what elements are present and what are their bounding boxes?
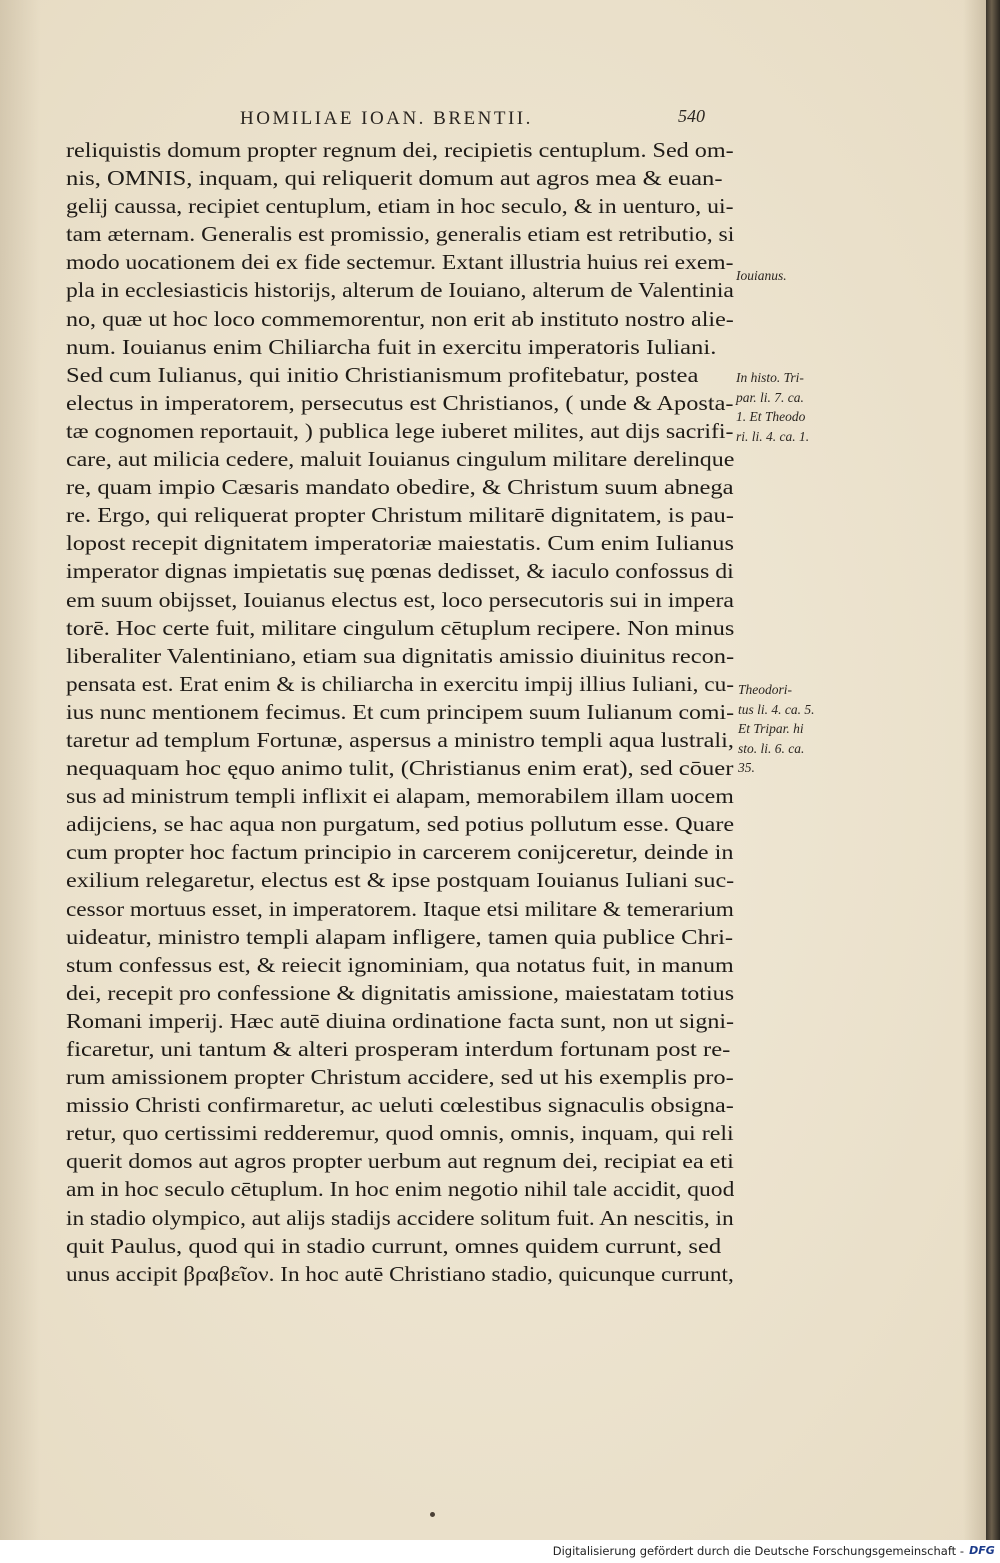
text-line: nequaquam hoc ęquo animo tulit, (Christianus enim erat), sed cōuer	[66, 756, 734, 781]
text-line: rum amissionem propter Christum accidere, sed ut his exemplis pro-	[66, 1065, 734, 1090]
text-line: care, aut milicia cedere, maluit Iouianus cingulum militare derelinque	[66, 447, 734, 472]
marginal-note-1	[736, 266, 787, 286]
text-line: adijciens, se hac aqua non purgatum, sed potius pollutum esse. Quare	[66, 812, 734, 837]
text-line: liberaliter Valentiniano, etiam sua dignitatis amissio diuinitus recon-	[66, 643, 734, 668]
text-line: sus ad ministrum templi inflixit ei alapam, memorabilem illam uocem	[66, 784, 734, 809]
running-head: HOMILIAE IOAN. BRENTII.	[240, 108, 533, 129]
text-line: no, quæ ut hoc loco commemorentur, non erit ab instituto nostro alie-	[66, 306, 734, 331]
text-line: stum confessus est, & reiecit ignominiam, qua notatus fuit, in manum	[66, 952, 734, 977]
marginal-note-line: sto. li. 6. ca.	[738, 740, 805, 756]
funding-notice: Digitalisierung gefördert durch die Deutsche Forschungsgemeinschaft -	[552, 1544, 964, 1558]
text-line: electus in imperatorem, persecutus est Christianos, ( unde & Aposta-	[66, 390, 734, 415]
text-line: retur, quo certissimi redderemur, quod omnis, omnis, inquam, qui reli	[66, 1121, 734, 1146]
marginal-note-line: tus li. 4. ca. 5.	[738, 701, 815, 717]
folio-number: 540	[678, 106, 705, 126]
text-line: gelij caussa, recipiet centuplum, etiam in hoc seculo, & in uenturo, ui-	[66, 194, 734, 219]
dfg-logo: DFG	[969, 1544, 995, 1557]
text-line: ius nunc mentionem fecimus. Et cum principem suum Iulianum comi-	[66, 699, 734, 724]
ink-speck	[430, 1512, 435, 1517]
marginal-note-line: par. li. 7. ca.	[736, 389, 804, 405]
text-line: Romani imperij. Hæc autē diuina ordinatione facta sunt, non ut signi-	[66, 1008, 734, 1033]
text-line: pensata est. Erat enim & is chiliarcha in exercitu impij illius Iuliani, cu-	[66, 671, 734, 696]
text-line: unus accipit βραβεῖον. In hoc autē Christiano stadio, quicunque currunt,	[66, 1261, 734, 1286]
body-text	[66, 136, 734, 1288]
text-line: cessor mortuus esset, in imperatorem. Itaque etsi militare & temerarium	[66, 896, 734, 921]
text-line: lopost recepit dignitatem imperatoriæ maiestatis. Cum enim Iulianus	[66, 531, 734, 556]
text-line: nis, OMNIS, inquam, qui reliquerit domum aut agros mea & euan-	[66, 166, 723, 191]
text-line: missio Christi confirmaretur, ac ueluti cœlestibus signaculis obsigna-	[66, 1093, 734, 1118]
text-line: em suum obijsset, Iouianus electus est, loco persecutoris sui in impera	[66, 587, 734, 612]
text-line: torē. Hoc certe fuit, militare cingulum cētuplum recipere. Non minus	[66, 615, 734, 640]
text-line: tam æternam. Generalis est promissio, generalis etiam est retributio, si	[66, 222, 734, 247]
text-line: modo uocationem dei ex fide sectemur. Extant illustria huius rei exem-	[66, 250, 734, 275]
marginal-note-line: ri. li. 4. ca. 1.	[736, 428, 810, 444]
text-line: uideatur, ministro templi alapam infligere, tamen quia publice Chri-	[66, 924, 734, 949]
marginal-note-line: 35.	[738, 760, 755, 775]
marginal-note-line: Theodori-	[738, 682, 792, 697]
page-header	[0, 108, 988, 132]
text-line: dei, recepit pro confessione & dignitatis amissione, maiestatam totius	[66, 980, 734, 1005]
marginal-note-2	[736, 368, 809, 446]
text-line: num. Iouianus enim Chiliarcha fuit in exercitu imperatoris Iuliani.	[66, 334, 717, 359]
marginal-note-line: Iouianus.	[736, 268, 787, 283]
text-line: reliquistis domum propter regnum dei, recipietis centuplum. Sed om-	[66, 138, 734, 162]
text-line: Sed cum Iulianus, qui initio Christianismum profitebatur, postea	[66, 362, 699, 387]
footer-bar	[0, 1540, 1000, 1563]
marginal-note-line: Et Tripar. hi	[738, 721, 804, 736]
text-line: cum propter hoc factum principio in carcerem conijceretur, deinde in	[66, 840, 734, 865]
text-line: tæ cognomen reportauit, ) publica lege iuberet milites, aut dijs sacrifi-	[66, 418, 734, 443]
text-line: re, quam impio Cæsaris mandato obedire, & Christum suum abnega	[66, 475, 734, 500]
text-line: in stadio olympico, aut alijs stadijs accidere solitum fuit. An nescitis, in	[66, 1205, 734, 1230]
text-line: quit Paulus, quod qui in stadio currunt, omnes quidem currunt, sed	[66, 1233, 722, 1258]
book-edge	[986, 0, 1000, 1563]
marginal-note-3	[738, 680, 815, 778]
text-line: re. Ergo, qui reliquerat propter Christum militarē dignitatem, is pau-	[66, 503, 734, 528]
text-line: exilium relegaretur, electus est & ipse postquam Iouianus Iuliani suc-	[66, 868, 734, 893]
marginal-note-line: 1. Et Theodo	[736, 409, 806, 424]
text-line: taretur ad templum Fortunæ, aspersus a ministro templi aqua lustrali,	[66, 727, 734, 752]
text-line: am in hoc seculo cētuplum. In hoc enim negotio nihil tale accidit, quod	[66, 1177, 734, 1202]
text-line: pla in ecclesiasticis historijs, alterum de Iouiano, alterum de Valentinia	[66, 278, 734, 303]
text-line: imperator dignas impietatis suę pœnas dedisset, & iaculo confossus di	[66, 559, 734, 584]
text-line: ficaretur, uni tantum & alteri prosperam interdum fortunam post re-	[66, 1037, 731, 1061]
text-line: querit domos aut agros propter uerbum aut regnum dei, recipiat ea eti	[66, 1149, 734, 1174]
marginal-note-line: In histo. Tri-	[736, 370, 804, 385]
